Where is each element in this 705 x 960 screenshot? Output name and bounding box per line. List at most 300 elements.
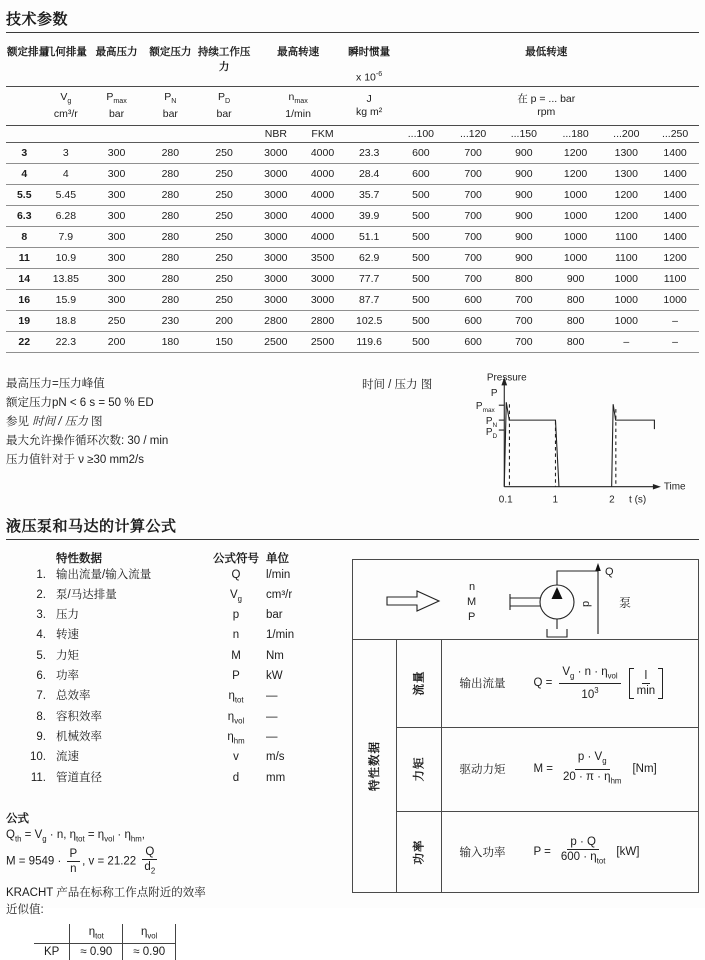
- cell-size: 16: [18, 293, 31, 306]
- cell-pn: 280: [161, 167, 180, 180]
- cell-pd: 250: [215, 167, 233, 180]
- cell-size: 14: [18, 272, 31, 285]
- cell-minspeed-120: 600: [464, 335, 482, 348]
- cell-inertia: 51.1: [358, 230, 380, 243]
- cell-minspeed-200: 1200: [614, 209, 638, 222]
- technical-parameters-table: [6, 39, 699, 353]
- cell-minspeed-100: 500: [412, 188, 430, 201]
- section2-title: 液压泵和马达的计算公式: [6, 517, 177, 535]
- cell-pn: 230: [161, 314, 180, 327]
- pump-schematic-cell: [353, 560, 698, 640]
- cell-vg: 6.28: [55, 209, 77, 222]
- cell-minspeed-180: 1200: [563, 167, 588, 180]
- efficiency-table: [34, 924, 176, 959]
- table-row: [6, 310, 699, 331]
- formula-block: [6, 810, 347, 878]
- eta-vol-value: ≈ 0.90: [123, 943, 176, 960]
- cell-nmax-fkm: 3000: [310, 272, 335, 285]
- cell-pn: 280: [161, 188, 180, 201]
- note-line-5: 压力值针对于 ν ≥30 mm2/s: [6, 453, 144, 466]
- cell-inertia: 102.5: [356, 314, 383, 327]
- cell-minspeed-200: –: [623, 335, 630, 348]
- min-speed-pressure-col: ...200: [613, 127, 640, 140]
- cell-vg: 4: [62, 167, 69, 180]
- cell-vg: 22.3: [55, 335, 77, 348]
- tick-2: 2: [609, 494, 616, 506]
- item-unit: 1/min: [266, 629, 295, 642]
- flow-formula-row: [442, 640, 698, 728]
- item-symbol: $V_g$: [229, 588, 243, 604]
- char-list-item: [6, 709, 347, 729]
- cell-minspeed-250: 1100: [663, 272, 687, 285]
- cell-minspeed-250: 1000: [663, 293, 687, 306]
- elastomer-fkm: FKM: [311, 127, 334, 140]
- header-geometric-displacement: 几何排量: [44, 46, 87, 58]
- symbol-pd: $P_D$ bar: [216, 90, 232, 120]
- item-number: 11.: [30, 771, 46, 784]
- char-header-data: 特性数据: [56, 552, 102, 565]
- symbol-nmax: $n_{max}$ 1/min: [285, 90, 311, 120]
- pn-label: $P_N$: [486, 415, 498, 429]
- cell-minspeed-180: 800: [566, 335, 585, 348]
- eta-tot-header: $\eta_{tot}$: [70, 924, 123, 943]
- cell-size: 6.3: [16, 209, 32, 222]
- x-axis-title: Time: [664, 481, 686, 493]
- cell-nmax-nbr: 3000: [264, 251, 288, 264]
- char-list-item: [6, 567, 347, 587]
- item-unit: Nm: [266, 649, 284, 662]
- item-symbol: n: [232, 629, 240, 642]
- item-label: 力矩: [56, 649, 79, 662]
- cell-nmax-fkm: 4000: [310, 230, 335, 243]
- cell-pd: 250: [215, 230, 233, 243]
- cell-pd: 200: [215, 314, 233, 327]
- cell-pmax: 300: [107, 272, 126, 285]
- cell-pd: 250: [215, 293, 233, 306]
- side-label-cell: [353, 640, 397, 892]
- notes-block: [6, 369, 362, 515]
- item-label: 压力: [56, 609, 79, 622]
- pressure-p-label: p: [579, 600, 592, 607]
- table-symbol-header-row: [6, 86, 699, 125]
- header-rated-displacement: 额定排量: [7, 46, 49, 58]
- y-axis-symbol: P: [491, 387, 498, 399]
- symbol-pmax: $P_{max}$ bar: [106, 90, 127, 120]
- item-symbol: $\eta_{tot}$: [228, 690, 244, 705]
- cell-minspeed-150: 900: [515, 209, 533, 222]
- cell-minspeed-120: 600: [464, 314, 482, 327]
- cell-minspeed-100: 600: [412, 167, 430, 180]
- cell-minspeed-150: 900: [515, 251, 533, 264]
- cell-minspeed-250: 1400: [663, 146, 687, 159]
- item-unit: mm: [266, 771, 286, 784]
- cell-pn: 280: [161, 209, 180, 222]
- calculation-box: [352, 559, 699, 893]
- item-label: 转速: [56, 629, 79, 642]
- cell-pmax: 300: [107, 230, 126, 243]
- cell-pmax: 300: [107, 167, 126, 180]
- cell-minspeed-120: 700: [464, 146, 482, 159]
- cell-minspeed-200: 1000: [614, 272, 638, 285]
- item-symbol: v: [233, 751, 239, 764]
- cell-minspeed-150: 900: [515, 167, 533, 180]
- tick-1: 1: [552, 494, 559, 506]
- char-list-item: [6, 668, 347, 688]
- cell-pn: 280: [161, 293, 180, 306]
- item-symbol: P: [232, 670, 240, 683]
- table-row: [6, 289, 699, 310]
- cell-minspeed-150: 700: [515, 293, 533, 306]
- formulas-section: [6, 545, 699, 960]
- category-power: 功率: [397, 812, 442, 892]
- input-arrow-icon: [387, 591, 439, 611]
- cell-size: 3: [21, 146, 28, 159]
- cell-minspeed-200: 1000: [614, 293, 638, 306]
- cell-pmax: 300: [107, 209, 126, 222]
- char-list-item: [6, 749, 347, 769]
- torque-formula-row: [442, 728, 698, 812]
- cell-size: 11: [18, 251, 30, 264]
- efficiency-value-row: [34, 943, 176, 960]
- characteristic-data-list: [6, 551, 347, 790]
- item-number: 6.: [36, 670, 46, 683]
- cell-minspeed-200: 1300: [614, 146, 638, 159]
- cell-pn: 280: [161, 146, 180, 159]
- power-formula-name: 输入功率: [459, 846, 506, 859]
- flow-formula-name: 输出流量: [459, 678, 506, 691]
- char-header-symbol: 公式符号: [213, 552, 259, 565]
- symbol-vg: $V_g$ cm³/r: [53, 90, 78, 120]
- cell-nmax-nbr: 2800: [264, 314, 288, 327]
- cell-minspeed-180: 800: [566, 314, 585, 327]
- inertia-exponent-note: x $10^{-6}$: [356, 70, 383, 84]
- char-list-item: [6, 729, 347, 749]
- pump-p-label: P: [467, 610, 475, 623]
- cell-pn: 280: [161, 251, 180, 264]
- cell-nmax-fkm: 4000: [310, 209, 335, 222]
- cell-minspeed-100: 600: [412, 146, 430, 159]
- cell-pn: 280: [161, 230, 180, 243]
- cell-minspeed-200: 1300: [614, 167, 638, 180]
- cell-inertia: 35.7: [358, 188, 380, 201]
- kp-label: KP: [34, 943, 70, 960]
- cell-minspeed-120: 700: [464, 209, 482, 222]
- min-speed-pressure-col: ...180: [562, 127, 589, 140]
- note-line-3: 参见 时间 / 压力 图: [6, 415, 103, 428]
- char-list-item: [6, 648, 347, 668]
- pressure-time-diagram: [465, 369, 699, 511]
- power-formula: P = $\frac{p \cdot Q}{600 \cdot \eta_{tot}}$ [kW]: [533, 835, 640, 866]
- cell-vg: 10.9: [55, 251, 77, 264]
- torque-formula-name: 驱动力矩: [459, 764, 506, 777]
- cell-minspeed-180: 800: [566, 293, 585, 306]
- table-body: [6, 142, 699, 352]
- item-unit: —: [266, 710, 278, 723]
- cell-minspeed-180: 1000: [563, 230, 588, 243]
- kracht-note: [6, 885, 347, 919]
- cell-minspeed-150: 800: [515, 272, 533, 285]
- pd-label: $P_D$: [486, 426, 498, 440]
- item-symbol: p: [232, 609, 240, 622]
- item-number: 8.: [36, 710, 46, 723]
- q-output-label: Q: [604, 565, 614, 578]
- title-rule: [6, 32, 699, 33]
- item-label: 泵/马达排量: [56, 588, 117, 601]
- cell-minspeed-180: 1000: [563, 188, 588, 201]
- char-list-item: [6, 770, 347, 790]
- q-arrow-icon: [595, 563, 601, 571]
- cell-pmax: 250: [107, 314, 126, 327]
- cell-vg: 7.9: [58, 230, 74, 243]
- cell-nmax-nbr: 3000: [264, 230, 288, 243]
- table-row: [6, 226, 699, 247]
- min-speed-pressure-col: ...100: [407, 127, 435, 140]
- cell-minspeed-100: 500: [412, 230, 430, 243]
- cell-minspeed-150: 700: [515, 314, 533, 327]
- title-rule-2: [6, 539, 699, 540]
- cell-inertia: 62.9: [358, 251, 380, 264]
- item-number: 5.: [36, 649, 46, 662]
- section1-title: 技术参数: [6, 11, 69, 28]
- pmax-label: $P_{max}$: [476, 400, 496, 414]
- unit-bracket: $\frac{l}{\min}$: [629, 668, 664, 699]
- note-line-1: 最高压力=压力峰值: [6, 377, 105, 390]
- item-number: 4.: [36, 629, 46, 642]
- cell-minspeed-150: 900: [515, 188, 533, 201]
- cell-inertia: 23.3: [358, 146, 380, 159]
- header-min-speed: 最低转速: [525, 46, 568, 58]
- item-unit: kW: [266, 670, 283, 683]
- cell-minspeed-200: 1000: [614, 314, 638, 327]
- cell-nmax-nbr: 3000: [264, 293, 288, 306]
- item-unit: —: [266, 690, 278, 703]
- cell-pn: 180: [161, 335, 180, 348]
- formula-line-2: M = 9549 · $\frac{P}{n}$ , v = 21.22 $\frac{Q}{d_2}$: [6, 846, 347, 877]
- char-list-item: [6, 607, 347, 627]
- efficiency-header-row: [34, 924, 176, 943]
- item-label: 容积效率: [56, 710, 102, 723]
- item-number: 2.: [36, 588, 46, 601]
- item-label: 功率: [56, 670, 79, 683]
- side-label: 特性数据: [369, 740, 382, 791]
- cell-nmax-nbr: 3000: [264, 272, 288, 285]
- cell-pn: 280: [161, 272, 180, 285]
- cell-size: 19: [18, 314, 31, 327]
- table-row: [6, 205, 699, 226]
- cell-minspeed-100: 500: [412, 335, 430, 348]
- torque-formula: M = $\frac{p \cdot V_g}{20 \cdot \pi \cdot \eta_{hm}}$ [Nm]: [533, 751, 657, 785]
- cell-inertia: 77.7: [358, 272, 380, 285]
- cell-minspeed-250: 1400: [663, 230, 687, 243]
- table-row: [6, 268, 699, 289]
- item-symbol: d: [232, 771, 240, 784]
- symbol-pn: $P_N$ bar: [162, 90, 178, 120]
- item-label: 总效率: [56, 690, 91, 703]
- pump-schematic: [353, 560, 699, 638]
- cell-pd: 250: [215, 188, 233, 201]
- header-max-speed: 最高转速: [277, 46, 320, 58]
- cell-nmax-fkm: 4000: [310, 146, 335, 159]
- cell-vg: 18.8: [55, 314, 77, 327]
- diagram-caption: 时间 / 压力 图: [361, 378, 433, 391]
- cell-pmax: 200: [107, 335, 126, 348]
- x-unit-label: t (s): [629, 494, 647, 506]
- item-number: 7.: [36, 690, 46, 703]
- cell-nmax-fkm: 4000: [310, 167, 335, 180]
- pump-m-label: M: [466, 595, 476, 608]
- cell-pmax: 300: [107, 188, 126, 201]
- tick-0-1: 0.1: [499, 494, 513, 506]
- item-unit: bar: [266, 609, 283, 622]
- char-list-item: [6, 587, 347, 607]
- cell-minspeed-250: 1400: [663, 209, 687, 222]
- cell-nmax-fkm: 2500: [310, 335, 335, 348]
- item-number: 3.: [36, 609, 46, 622]
- cell-size: 22: [18, 335, 31, 348]
- category-torque: 力矩: [397, 728, 442, 812]
- cell-nmax-nbr: 3000: [264, 209, 288, 222]
- header-continuous-pressure: 持续工作压力: [197, 46, 251, 73]
- cell-minspeed-250: –: [672, 335, 678, 348]
- cell-minspeed-120: 700: [464, 230, 482, 243]
- table-row: [6, 184, 699, 205]
- cell-minspeed-250: 1200: [663, 251, 687, 264]
- cell-minspeed-100: 500: [412, 293, 430, 306]
- notes-and-diagram-row: [6, 369, 699, 515]
- formula-title: 公式: [6, 812, 29, 825]
- cell-size: 8: [21, 230, 28, 243]
- cell-minspeed-100: 500: [412, 272, 430, 285]
- cell-pmax: 300: [107, 146, 126, 159]
- x-axis-arrow: [653, 484, 661, 490]
- cell-nmax-nbr: 3000: [264, 167, 288, 180]
- min-speed-pressure-col: ...120: [459, 127, 487, 140]
- cell-minspeed-150: 700: [515, 335, 533, 348]
- item-number: 10.: [30, 751, 46, 764]
- cell-nmax-nbr: 2500: [264, 335, 288, 348]
- cell-minspeed-200: 1100: [615, 230, 638, 243]
- item-number: 9.: [36, 730, 46, 743]
- cell-minspeed-120: 700: [464, 188, 482, 201]
- note-line-4: 最大允许操作循环次数: 30 / min: [6, 434, 169, 447]
- cell-minspeed-120: 700: [464, 272, 482, 285]
- table-group-header-row: [6, 39, 699, 86]
- cell-minspeed-150: 900: [515, 230, 533, 243]
- cell-minspeed-250: –: [672, 314, 678, 327]
- cell-minspeed-100: 500: [412, 251, 430, 264]
- cell-size: 5.5: [16, 188, 32, 201]
- cell-minspeed-180: 1000: [563, 209, 588, 222]
- cell-minspeed-180: 900: [566, 272, 585, 285]
- cell-pd: 150: [215, 335, 233, 348]
- table-row: [6, 142, 699, 163]
- cell-minspeed-250: 1400: [663, 167, 687, 180]
- char-list-header: [6, 551, 347, 567]
- cell-vg: 5.45: [55, 188, 77, 201]
- header-inertia: 瞬时惯量 x $10^{-6}$: [345, 39, 394, 86]
- cell-minspeed-100: 500: [412, 314, 430, 327]
- item-label: 机械效率: [56, 730, 102, 743]
- cell-inertia: 87.7: [358, 293, 380, 306]
- note-line-2: 额定压力pN < 6 s = 50 % ED: [6, 396, 154, 409]
- cell-minspeed-180: 1000: [563, 251, 588, 264]
- cell-inertia: 119.6: [356, 335, 382, 348]
- cell-minspeed-150: 900: [515, 146, 533, 159]
- cell-minspeed-100: 500: [412, 209, 430, 222]
- char-list-item: [6, 627, 347, 647]
- cell-minspeed-200: 1100: [615, 251, 638, 264]
- item-label: 输出流量/输入流量: [56, 568, 152, 581]
- cell-inertia: 39.9: [358, 209, 380, 222]
- item-symbol: Q: [231, 568, 241, 581]
- cell-nmax-fkm: 2800: [310, 314, 335, 327]
- item-label: 管道直径: [56, 771, 102, 784]
- cell-nmax-fkm: 3500: [310, 251, 335, 264]
- elastomer-nbr: NBR: [264, 127, 287, 140]
- table-row: [6, 163, 699, 184]
- table-row: [6, 247, 699, 268]
- kracht-line-1: KRACHT 产品在标称工作点附近的效率: [6, 887, 206, 900]
- char-header-unit: 单位: [266, 552, 289, 565]
- item-number: 1.: [36, 568, 46, 581]
- min-speed-pressure-col: ...150: [510, 127, 537, 140]
- cell-vg: 13.85: [52, 272, 79, 285]
- formula-line-1: $Q_{th} = V_g \cdot n$, $\eta_{tot} = \eta_{vol} \cdot \eta_{hm}$,: [6, 828, 145, 844]
- cell-pd: 250: [215, 146, 233, 159]
- table-row: [6, 331, 699, 352]
- cell-minspeed-120: 700: [464, 251, 482, 264]
- flow-formula: Q = $\frac{V_g \cdot n \cdot \eta_{vol}}{10^3}$ $\frac{l}{\min}$: [534, 666, 664, 701]
- cell-vg: 15.9: [55, 293, 77, 306]
- characteristic-data-column: [6, 545, 347, 960]
- cell-nmax-fkm: 4000: [310, 188, 335, 201]
- header-rated-pressure: 额定压力: [149, 46, 192, 58]
- item-unit: —: [266, 730, 278, 743]
- item-symbol: $\eta_{vol}$: [227, 710, 245, 725]
- flow-direction-triangle-icon: [551, 587, 562, 599]
- eta-vol-header: $\eta_{vol}$: [123, 924, 176, 943]
- cell-pmax: 300: [107, 293, 126, 306]
- pump-n-label: n: [468, 580, 475, 593]
- cell-size: 4: [21, 167, 28, 180]
- symbol-j: J kg m²: [356, 92, 383, 118]
- item-unit: l/min: [266, 568, 291, 581]
- eta-tot-value: ≈ 0.90: [70, 943, 123, 960]
- cell-nmax-fkm: 3000: [310, 293, 335, 306]
- power-formula-row: [442, 812, 698, 892]
- cell-pd: 250: [215, 209, 233, 222]
- item-unit: m/s: [266, 751, 285, 764]
- cell-minspeed-120: 600: [464, 293, 482, 306]
- pump-chinese-label: 泵: [618, 595, 631, 610]
- cell-minspeed-120: 700: [464, 167, 482, 180]
- item-unit: cm³/r: [266, 588, 293, 601]
- cell-minspeed-180: 1200: [563, 146, 588, 159]
- cell-nmax-nbr: 3000: [264, 146, 288, 159]
- cell-minspeed-250: 1400: [663, 188, 687, 201]
- min-speed-pressure-col: ...250: [661, 127, 689, 140]
- cell-vg: 3: [62, 146, 69, 159]
- cell-minspeed-200: 1200: [614, 188, 638, 201]
- header-max-pressure: 最高压力: [95, 46, 138, 58]
- cell-nmax-nbr: 3000: [264, 188, 288, 201]
- item-symbol: M: [231, 649, 241, 662]
- table-elastomer-row: [6, 125, 699, 142]
- item-label: 流速: [56, 751, 79, 764]
- cell-pd: 250: [215, 272, 233, 285]
- kracht-line-2: 近似值:: [6, 904, 44, 917]
- cell-inertia: 28.4: [358, 167, 380, 180]
